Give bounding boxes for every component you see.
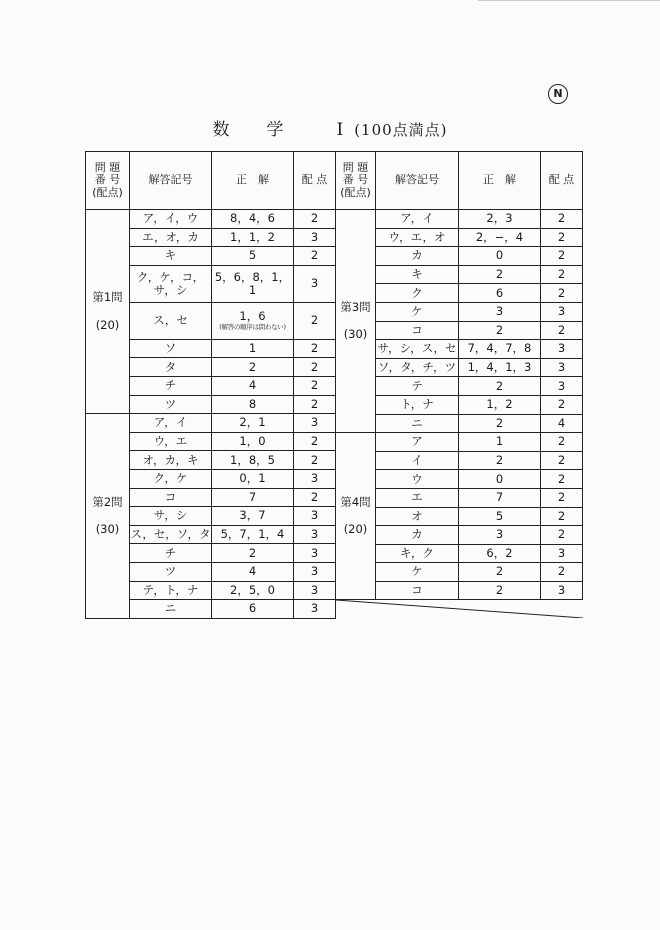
points-cell: 2 xyxy=(541,228,583,247)
correct-answer-value: 6 xyxy=(495,285,504,300)
correct-answer-cell xyxy=(459,470,541,489)
correct-answer-value: 3 xyxy=(495,304,504,319)
correct-answer-value: 2 xyxy=(248,359,257,374)
points-cell: 2 xyxy=(541,488,583,507)
points-cell: 3 xyxy=(541,581,583,600)
correct-answer-value: 1，0 xyxy=(239,433,266,448)
points-cell: 2 xyxy=(541,210,583,229)
answer-symbol-cell: ウ，エ，オ xyxy=(376,228,459,247)
header-question-line: 問 題 xyxy=(342,160,369,174)
correct-answer-cell xyxy=(459,488,541,507)
points-cell: 2 xyxy=(294,376,336,395)
correct-answer-value: 2，5，0 xyxy=(230,582,275,597)
answer-symbol-cell: キ，ク xyxy=(376,544,459,563)
correct-answer-cell xyxy=(212,544,294,563)
answer-symbol-cell: ソ xyxy=(130,339,212,358)
header-question-no xyxy=(336,152,376,210)
answer-symbol-cell: ト，ナ xyxy=(376,395,459,414)
points-cell: 3 xyxy=(541,377,583,396)
answer-note: (解答の順序は問わない) xyxy=(219,323,286,332)
answer-symbol-cell: ク，ケ xyxy=(130,469,212,488)
correct-answer-value: 5 xyxy=(248,248,257,263)
table-row xyxy=(336,433,583,452)
correct-answer-cell xyxy=(212,432,294,451)
correct-answer-value: 2 xyxy=(495,583,504,598)
correct-answer-value: 2 xyxy=(495,452,504,467)
header-question-line: 番 号 xyxy=(94,173,121,187)
correct-answer-cell xyxy=(212,302,294,339)
points-cell: 3 xyxy=(294,228,336,247)
correct-answer-cell xyxy=(212,358,294,377)
answer-symbol-cell: キ xyxy=(130,247,212,266)
answer-symbol-cell: サ，シ，ス，セ xyxy=(376,340,459,359)
points-cell: 2 xyxy=(294,358,336,377)
points-cell: 2 xyxy=(541,321,583,340)
question-allocation: (20) xyxy=(95,317,120,332)
title-part-1: 数 xyxy=(212,120,231,140)
correct-answer-cell xyxy=(212,507,294,526)
correct-answer-cell xyxy=(212,395,294,414)
correct-answer-cell xyxy=(459,377,541,396)
correct-answer-cell xyxy=(212,228,294,247)
correct-answer-cell xyxy=(212,339,294,358)
answer-symbol-cell: チ xyxy=(130,544,212,563)
correct-answer-value: 1，2 xyxy=(486,397,513,412)
correct-answer-value: 8，4，6 xyxy=(230,211,275,226)
answer-symbol-cell: ア，イ xyxy=(376,210,459,229)
points-cell: 3 xyxy=(294,507,336,526)
correct-answer-cell xyxy=(212,247,294,266)
scan-edge-line xyxy=(478,0,660,1)
correct-answer-cell xyxy=(459,395,541,414)
question-number: 第3問 xyxy=(340,299,371,314)
answer-symbol-cell: ク，ケ，コ，サ，シ xyxy=(130,265,212,302)
header-question-line: (配点) xyxy=(340,185,371,199)
page-title xyxy=(0,115,660,140)
correct-answer-value: 7 xyxy=(495,490,504,505)
points-cell: 2 xyxy=(541,265,583,284)
correct-answer-value: 5 xyxy=(495,508,504,523)
question-allocation: (20) xyxy=(343,522,368,537)
points-cell: 2 xyxy=(541,433,583,452)
correct-answer-value: 1 xyxy=(248,340,257,355)
correct-answer-value: 4 xyxy=(248,564,257,579)
answer-symbol-cell: テ，ト，ナ xyxy=(130,581,212,600)
correct-answer-value: 0，1 xyxy=(239,471,266,486)
points-cell: 2 xyxy=(541,470,583,489)
correct-answer-value: 2，3 xyxy=(486,211,513,226)
table-row xyxy=(86,414,336,433)
question-number: 第1問 xyxy=(92,290,123,305)
points-cell: 2 xyxy=(541,247,583,266)
answer-symbol-cell: ケ xyxy=(376,302,459,321)
correct-answer-cell xyxy=(212,414,294,433)
header-question-line: (配点) xyxy=(92,185,123,199)
points-cell: 3 xyxy=(541,302,583,321)
question-cell xyxy=(86,210,130,414)
answer-symbol-cell: イ xyxy=(376,451,459,470)
correct-answer-value: 1，1，2 xyxy=(230,229,275,244)
answer-symbol-cell: カ xyxy=(376,526,459,545)
question-cell xyxy=(336,210,376,433)
answer-table-left xyxy=(85,151,336,619)
correct-answer-value: 2 xyxy=(495,266,504,281)
points-cell: 3 xyxy=(541,358,583,377)
points-cell: 2 xyxy=(541,284,583,303)
answer-symbol-cell: キ xyxy=(376,265,459,284)
answer-symbol-cell: ツ xyxy=(130,562,212,581)
points-cell: 3 xyxy=(294,469,336,488)
correct-answer-value: 1，8，5 xyxy=(230,452,275,467)
correct-answer-cell xyxy=(459,563,541,582)
correct-answer-cell xyxy=(459,507,541,526)
question-number: 第2問 xyxy=(92,494,123,509)
correct-answer-value: 1 xyxy=(495,434,504,449)
correct-answer-cell xyxy=(212,451,294,470)
answer-symbol-cell: オ xyxy=(376,507,459,526)
correct-answer-value: 1，6 xyxy=(239,308,266,323)
points-cell: 2 xyxy=(294,302,336,339)
points-cell: 2 xyxy=(294,451,336,470)
header-question-no xyxy=(86,152,130,210)
points-cell: 2 xyxy=(294,339,336,358)
points-cell: 2 xyxy=(541,507,583,526)
header-correct-answer: 正 解 xyxy=(459,152,541,210)
correct-answer-cell xyxy=(212,488,294,507)
answer-symbol-cell: サ，シ xyxy=(130,507,212,526)
correct-answer-value: 3，7 xyxy=(239,508,266,523)
points-cell: 3 xyxy=(294,414,336,433)
correct-answer-cell xyxy=(212,265,294,302)
correct-answer-value: 7，4，7，8 xyxy=(467,341,532,356)
empty-filler-row xyxy=(336,600,583,618)
answer-symbol-cell: ア，イ，ウ xyxy=(130,210,212,229)
correct-answer-cell xyxy=(459,451,541,470)
answer-symbol-cell: ク xyxy=(376,284,459,303)
corner-circle-mark: N xyxy=(548,84,568,104)
points-cell: 2 xyxy=(294,210,336,229)
answer-symbol-cell: ニ xyxy=(130,600,212,619)
points-cell: 2 xyxy=(294,395,336,414)
correct-answer-cell xyxy=(212,600,294,619)
header-question-line: 問 題 xyxy=(94,160,121,174)
question-allocation: (30) xyxy=(343,327,368,342)
correct-answer-value: 0 xyxy=(495,471,504,486)
answer-symbol-cell: コ xyxy=(130,488,212,507)
correct-answer-cell xyxy=(459,265,541,284)
table-header-row xyxy=(86,152,336,210)
correct-answer-cell xyxy=(459,581,541,600)
points-cell: 3 xyxy=(294,562,336,581)
answer-symbol-cell: エ，オ，カ xyxy=(130,228,212,247)
header-points: 配 点 xyxy=(294,152,336,210)
correct-answer-cell xyxy=(459,228,541,247)
correct-answer-value: 2 xyxy=(495,378,504,393)
correct-answer-value: 2，1 xyxy=(239,415,266,430)
diagonal-line xyxy=(336,600,583,618)
answer-symbol-cell: ウ，エ xyxy=(130,432,212,451)
correct-answer-cell xyxy=(459,433,541,452)
points-cell: 2 xyxy=(541,451,583,470)
correct-answer-value: 6，2 xyxy=(486,545,513,560)
answer-symbol-cell: ツ xyxy=(130,395,212,414)
header-answer-symbol: 解答記号 xyxy=(130,152,212,210)
answer-symbol-cell: ア xyxy=(376,433,459,452)
correct-answer-cell xyxy=(212,210,294,229)
header-question-line: 番 号 xyxy=(342,173,369,187)
correct-answer-cell xyxy=(212,469,294,488)
question-allocation: (30) xyxy=(95,521,120,536)
points-cell: 2 xyxy=(541,563,583,582)
correct-answer-cell xyxy=(459,358,541,377)
points-cell: 3 xyxy=(294,600,336,619)
table-header-row xyxy=(336,152,583,210)
points-cell: 3 xyxy=(294,525,336,544)
diagonal-filler-cell xyxy=(336,600,583,618)
correct-answer-cell xyxy=(212,581,294,600)
question-cell xyxy=(86,414,130,619)
correct-answer-cell xyxy=(459,210,541,229)
answer-symbol-cell: ソ，タ，チ，ツ xyxy=(376,358,459,377)
points-cell: 3 xyxy=(541,544,583,563)
correct-answer-cell xyxy=(459,284,541,303)
answer-symbol-cell: コ xyxy=(376,321,459,340)
correct-answer-value: 2 xyxy=(495,564,504,579)
answer-symbol-cell: ウ xyxy=(376,470,459,489)
answer-symbol-cell: エ xyxy=(376,488,459,507)
points-cell: 4 xyxy=(541,414,583,433)
points-cell: 3 xyxy=(294,581,336,600)
correct-answer-cell xyxy=(459,321,541,340)
points-cell: 3 xyxy=(294,265,336,302)
answer-symbol-cell: タ xyxy=(130,358,212,377)
answer-symbol-cell: コ xyxy=(376,581,459,600)
correct-answer-cell xyxy=(459,302,541,321)
table-row xyxy=(86,210,336,229)
correct-answer-cell xyxy=(459,526,541,545)
correct-answer-value: 2 xyxy=(495,415,504,430)
answer-symbol-cell: オ，カ，キ xyxy=(130,451,212,470)
correct-answer-cell xyxy=(459,340,541,359)
answer-symbol-cell: ス，セ，ソ，タ xyxy=(130,525,212,544)
correct-answer-value: 8 xyxy=(248,396,257,411)
correct-answer-value: 2，−，4 xyxy=(475,229,524,244)
points-cell: 2 xyxy=(294,432,336,451)
points-cell: 2 xyxy=(294,247,336,266)
answer-symbol-cell: ニ xyxy=(376,414,459,433)
answer-symbol-cell: ケ xyxy=(376,563,459,582)
header-correct-answer: 正 解 xyxy=(212,152,294,210)
answer-symbol-cell: テ xyxy=(376,377,459,396)
correct-answer-value: 5，7，1，4 xyxy=(220,526,285,541)
correct-answer-value: 2 xyxy=(495,322,504,337)
answer-table-left-body xyxy=(86,210,336,619)
correct-answer-value: 7 xyxy=(248,489,257,504)
question-cell xyxy=(336,433,376,600)
table-row xyxy=(336,210,583,229)
header-points: 配 点 xyxy=(541,152,583,210)
answer-table-right xyxy=(335,151,583,618)
points-cell: 3 xyxy=(541,340,583,359)
title-part-2: 学 xyxy=(266,120,285,140)
answer-table-right-body xyxy=(336,210,583,618)
header-answer-symbol: 解答記号 xyxy=(376,152,459,210)
correct-answer-cell xyxy=(459,544,541,563)
points-cell: 2 xyxy=(541,395,583,414)
answer-symbol-cell: カ xyxy=(376,247,459,266)
answer-symbol-cell: ス，セ xyxy=(130,302,212,339)
answer-symbol-cell: ア，イ xyxy=(130,414,212,433)
correct-answer-cell xyxy=(212,562,294,581)
correct-answer-value: 0 xyxy=(495,248,504,263)
correct-answer-value: 3 xyxy=(495,527,504,542)
title-part-3: I xyxy=(336,120,345,140)
points-cell: 3 xyxy=(294,544,336,563)
correct-answer-value: 4 xyxy=(248,378,257,393)
answer-symbol-cell: チ xyxy=(130,376,212,395)
correct-answer-value: 6 xyxy=(248,601,257,616)
points-cell: 2 xyxy=(294,488,336,507)
correct-answer-cell xyxy=(459,247,541,266)
correct-answer-value: 2 xyxy=(248,545,257,560)
correct-answer-cell xyxy=(459,414,541,433)
correct-answer-value: 1，4，1，3 xyxy=(467,359,532,374)
correct-answer-cell xyxy=(212,525,294,544)
correct-answer-cell xyxy=(212,376,294,395)
correct-answer-value: 5，6，8，1，1 xyxy=(214,269,291,297)
question-number: 第4問 xyxy=(340,495,371,510)
points-cell: 2 xyxy=(541,526,583,545)
title-part-4: (100点満点) xyxy=(354,121,448,139)
